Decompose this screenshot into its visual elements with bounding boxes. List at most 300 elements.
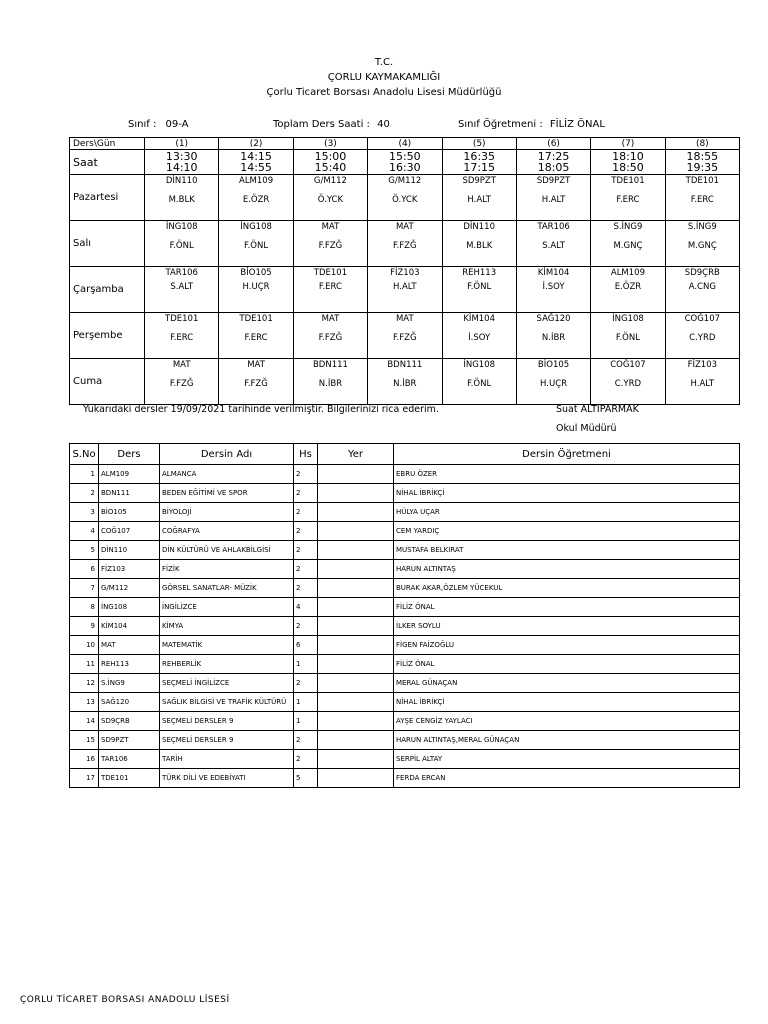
course-hours: 1 [294, 712, 318, 731]
course-row [70, 465, 740, 484]
lesson-code: COĞ107 [684, 314, 721, 324]
course-row [70, 484, 740, 503]
course-row [70, 617, 740, 636]
lesson-code: MAT [247, 360, 265, 370]
day-row [70, 359, 740, 405]
period-time [219, 150, 293, 175]
lesson-code: MAT [321, 314, 340, 324]
course-hours: 2 [294, 503, 318, 522]
course-hours: 6 [294, 636, 318, 655]
course-room [318, 522, 394, 541]
lesson-cell [293, 359, 367, 405]
course-code: MAT [99, 636, 160, 655]
course-name: TARİH [160, 750, 294, 769]
course-code: SD9PZT [99, 731, 160, 750]
course-teacher: İLKER SOYLU [394, 617, 740, 636]
lesson-code: MAT [321, 222, 340, 232]
lesson-code: SD9PZT [536, 176, 571, 186]
lesson-cell [442, 175, 516, 221]
course-room [318, 636, 394, 655]
course-no: 3 [70, 503, 99, 522]
course-no: 4 [70, 522, 99, 541]
period-number: (2) [219, 138, 293, 150]
lesson-code: G/M112 [388, 176, 422, 186]
lesson-cell [293, 267, 367, 313]
lesson-cell [442, 359, 516, 405]
day-label: Pazartesi [70, 175, 145, 221]
course-hours: 2 [294, 522, 318, 541]
course-no: 10 [70, 636, 99, 655]
lesson-cell [665, 267, 739, 313]
day-label: Perşembe [70, 313, 145, 359]
course-teacher: EBRU ÖZER [394, 465, 740, 484]
course-no: 2 [70, 484, 99, 503]
lesson-cell [591, 359, 665, 405]
course-name: BİYOLOJİ [160, 503, 294, 522]
lesson-teacher: M.GNÇ [687, 241, 717, 251]
lesson-code: SD9ÇRB [684, 268, 720, 278]
course-room [318, 712, 394, 731]
course-no: 9 [70, 617, 99, 636]
period-end: 15:40 [314, 161, 347, 174]
period-time [591, 150, 665, 175]
lesson-cell [368, 359, 442, 405]
lesson-teacher: H.ALT [541, 195, 566, 205]
course-teacher: FİLİZ ÖNAL [394, 655, 740, 674]
period-end: 16:30 [388, 161, 421, 174]
lesson-code: MAT [395, 222, 414, 232]
lesson-cell [219, 221, 293, 267]
course-name: GÖRSEL SANATLAR- MÜZİK [160, 579, 294, 598]
period-number: (6) [516, 138, 590, 150]
course-room [318, 541, 394, 560]
course-no: 8 [70, 598, 99, 617]
lesson-cell [516, 359, 590, 405]
course-teacher: CEM YARDIÇ [394, 522, 740, 541]
course-hours: 4 [294, 598, 318, 617]
course-room [318, 484, 394, 503]
course-hours: 2 [294, 465, 318, 484]
lesson-teacher: F.FZĞ [318, 241, 343, 251]
day-row [70, 221, 740, 267]
course-row [70, 693, 740, 712]
course-hours: 2 [294, 560, 318, 579]
lesson-teacher: S.ALT [542, 241, 565, 251]
header-dersin-adi: Dersin Adı [160, 444, 294, 465]
signature-title: Okul Müdürü [556, 423, 617, 434]
lesson-cell [442, 267, 516, 313]
course-hours: 1 [294, 655, 318, 674]
course-row [70, 522, 740, 541]
period-time [516, 150, 590, 175]
course-code: SD9ÇRB [99, 712, 160, 731]
course-list-header [70, 444, 740, 465]
signature-name: Suat ALTIPARMAK [556, 404, 639, 415]
lesson-code: MAT [395, 314, 414, 324]
course-hours: 2 [294, 579, 318, 598]
header-teacher: Dersin Öğretmeni [394, 444, 740, 465]
lesson-cell [145, 267, 219, 313]
course-name: SEÇMELİ DERSLER 9 [160, 712, 294, 731]
lesson-teacher: F.FZĞ [318, 333, 343, 343]
lesson-cell [368, 313, 442, 359]
period-start: 13:30 [165, 150, 198, 163]
lesson-teacher: F.ÖNL [467, 282, 492, 292]
day-row [70, 175, 740, 221]
footer-school-name: ÇORLU TİCARET BORSASI ANADOLU LİSESİ [20, 995, 230, 1005]
course-list-table [69, 443, 740, 788]
period-end: 18:05 [537, 161, 570, 174]
hours-value: 40 [377, 119, 390, 130]
period-number: (8) [665, 138, 739, 150]
period-end: 18:50 [612, 161, 644, 174]
lesson-cell [293, 221, 367, 267]
lesson-teacher: H.ALT [393, 282, 417, 292]
course-code: S.İNG9 [99, 674, 160, 693]
course-name: FİZİK [160, 560, 294, 579]
lesson-teacher: F.ERC [170, 333, 194, 343]
course-name: KİMYA [160, 617, 294, 636]
course-row [70, 731, 740, 750]
period-number: (4) [368, 138, 442, 150]
header-hs: Hs [294, 444, 318, 465]
lesson-cell [442, 221, 516, 267]
course-no: 11 [70, 655, 99, 674]
header-kaymakamlik: ÇORLU KAYMAKAMLIĞI [327, 72, 441, 83]
lesson-code: MAT [172, 360, 191, 370]
lesson-code: KİM104 [463, 314, 495, 324]
header-school: Çorlu Ticaret Borsası Anadolu Lisesi Müdürlüğü [266, 87, 502, 98]
course-hours: 2 [294, 541, 318, 560]
course-teacher: FİGEN FAİZOĞLU [394, 636, 740, 655]
course-teacher: AYŞE CENGİZ YAYLACI [394, 712, 740, 731]
lesson-cell [591, 175, 665, 221]
period-number-row [70, 138, 740, 150]
lesson-teacher: F.FZĞ [393, 333, 417, 343]
course-name: SEÇMELİ İNGİLİZCE [160, 674, 294, 693]
course-code: ALM109 [99, 465, 160, 484]
course-name: TÜRK DİLİ VE EDEBİYATI [160, 769, 294, 788]
course-name: BEDEN EĞİTİMİ VE SPOR [160, 484, 294, 503]
course-no: 13 [70, 693, 99, 712]
class-label: Sınıf : [128, 119, 157, 130]
header-yer: Yer [318, 444, 394, 465]
lesson-cell [219, 267, 293, 313]
lesson-cell [145, 313, 219, 359]
course-name: ALMANCA [160, 465, 294, 484]
period-start: 15:00 [314, 150, 347, 163]
lesson-teacher: F.ERC [318, 282, 342, 292]
course-row [70, 598, 740, 617]
course-room [318, 655, 394, 674]
course-hours: 2 [294, 731, 318, 750]
lesson-code: BİO105 [537, 360, 570, 370]
teacher-info [458, 119, 605, 130]
lesson-teacher: A.CNG [688, 282, 716, 292]
teacher-value: FİLİZ ÖNAL [549, 119, 605, 130]
course-no: 1 [70, 465, 99, 484]
lesson-teacher: F.ERC [244, 333, 268, 343]
lesson-cell [591, 313, 665, 359]
lesson-teacher: N.İBR [393, 379, 417, 389]
lesson-code: FİZ103 [390, 268, 420, 278]
lesson-teacher: F.ERC [616, 195, 640, 205]
course-hours: 2 [294, 750, 318, 769]
lesson-teacher: F.ERC [690, 195, 714, 205]
lesson-teacher: F.FZĞ [244, 379, 268, 389]
lesson-code: ALM109 [610, 268, 645, 278]
lesson-teacher: C.YRD [614, 379, 642, 389]
lesson-code: REH113 [462, 268, 497, 278]
lesson-teacher: M.GNÇ [613, 241, 643, 251]
lesson-code: G/M112 [313, 176, 347, 186]
lesson-cell [665, 221, 739, 267]
lesson-teacher: F.FZĞ [169, 379, 194, 389]
course-teacher: NİHAL İBRİKÇİ [394, 484, 740, 503]
course-row [70, 769, 740, 788]
lesson-teacher: C.YRD [689, 333, 716, 343]
lesson-code: TDE101 [611, 176, 645, 186]
lesson-cell [665, 313, 739, 359]
course-code: BİO105 [99, 503, 160, 522]
course-room [318, 693, 394, 712]
course-no: 5 [70, 541, 99, 560]
course-room [318, 598, 394, 617]
header-ders: Ders [99, 444, 160, 465]
course-row [70, 712, 740, 731]
lesson-code: BDN111 [312, 360, 348, 370]
course-code: TDE101 [99, 769, 160, 788]
day-row [70, 267, 740, 313]
lesson-code: ALM109 [239, 176, 274, 186]
course-teacher: SERPİL ALTAY [394, 750, 740, 769]
period-end: 19:35 [686, 161, 719, 174]
lesson-cell [442, 313, 516, 359]
lesson-code: TDE101 [685, 176, 719, 186]
period-time [442, 150, 516, 175]
course-teacher: FİLİZ ÖNAL [394, 598, 740, 617]
course-name: İNGİLİZCE [160, 598, 294, 617]
lesson-teacher: Ö.YCK [317, 195, 344, 205]
lesson-code: DİN110 [165, 176, 198, 186]
lesson-cell [145, 175, 219, 221]
lesson-cell [516, 221, 590, 267]
lesson-teacher: H.ALT [467, 195, 491, 205]
lesson-teacher: H.UÇR [242, 282, 270, 292]
lesson-cell [591, 267, 665, 313]
lesson-code: DİN110 [463, 222, 495, 232]
course-room [318, 731, 394, 750]
lesson-code: KİM104 [537, 268, 570, 278]
lesson-cell [368, 221, 442, 267]
course-row [70, 636, 740, 655]
time-row [70, 150, 740, 175]
course-row [70, 579, 740, 598]
course-code: İNG108 [99, 598, 160, 617]
period-end: 14:55 [240, 161, 272, 174]
hours-info [273, 119, 390, 130]
lesson-cell [145, 221, 219, 267]
period-time [293, 150, 367, 175]
lesson-teacher: F.FZĞ [393, 241, 417, 251]
lesson-code: İNG108 [612, 314, 644, 324]
period-number: (3) [293, 138, 367, 150]
lesson-code: BİO105 [240, 268, 272, 278]
lesson-teacher: E.ÖZR [614, 282, 642, 292]
course-teacher: NİHAL İBRİKÇİ [394, 693, 740, 712]
period-time [368, 150, 442, 175]
course-no: 14 [70, 712, 99, 731]
course-hours: 2 [294, 484, 318, 503]
period-start: 14:15 [240, 150, 272, 163]
period-start: 18:10 [612, 150, 644, 163]
period-number: (7) [591, 138, 665, 150]
lesson-code: SD9PZT [462, 176, 496, 186]
period-time [145, 150, 219, 175]
course-no: 7 [70, 579, 99, 598]
course-teacher: HARUN ALTINTAŞ [394, 560, 740, 579]
course-room [318, 617, 394, 636]
lesson-code: S.İNG9 [687, 222, 717, 232]
course-row [70, 674, 740, 693]
course-name: MATEMATİK [160, 636, 294, 655]
note-text: Yukarıdaki dersler 19/09/2021 tarihinde verilmiştir. Bilgilerinizi rica ederim. [83, 404, 439, 415]
lesson-code: COĞ107 [610, 360, 646, 370]
lesson-cell [293, 313, 367, 359]
day-label: Çarşamba [70, 267, 145, 313]
lesson-code: SAĞ120 [536, 314, 571, 324]
class-info [128, 119, 188, 130]
lesson-cell [516, 313, 590, 359]
period-start: 17:25 [537, 150, 570, 163]
course-no: 16 [70, 750, 99, 769]
course-teacher: HÜLYA UÇAR [394, 503, 740, 522]
lesson-code: FİZ103 [687, 360, 718, 370]
course-room [318, 674, 394, 693]
lesson-teacher: F.ÖNL [244, 241, 269, 251]
course-name: COĞRAFYA [160, 522, 294, 541]
lesson-cell [145, 359, 219, 405]
course-room [318, 750, 394, 769]
course-room [318, 560, 394, 579]
course-name: DİN KÜLTÜRÜ VE AHLAKBİLGİSİ [160, 541, 294, 560]
period-start: 15:50 [388, 150, 421, 163]
lesson-cell [219, 359, 293, 405]
course-code: G/M112 [99, 579, 160, 598]
header-tc: T.C. [374, 57, 394, 68]
lesson-teacher: Ö.YCK [392, 195, 418, 205]
course-code: FİZ103 [99, 560, 160, 579]
lesson-teacher: M.BLK [168, 195, 195, 205]
period-end: 17:15 [463, 161, 496, 174]
period-start: 18:55 [686, 150, 719, 163]
lesson-cell [665, 175, 739, 221]
lesson-cell [591, 221, 665, 267]
lesson-code: TAR106 [165, 268, 198, 278]
lesson-code: İNG108 [463, 360, 496, 370]
lesson-code: TDE101 [239, 314, 273, 324]
lesson-cell [665, 359, 739, 405]
lesson-teacher: N.İBR [318, 379, 343, 389]
lesson-cell [368, 175, 442, 221]
lesson-cell [516, 267, 590, 313]
course-code: BDN111 [99, 484, 160, 503]
period-time [665, 150, 739, 175]
course-code: KİM104 [99, 617, 160, 636]
lesson-teacher: F.ÖNL [467, 379, 492, 389]
class-value: 09-A [165, 119, 189, 130]
lesson-code: İNG108 [240, 222, 272, 232]
corner-label: Ders\Gün [70, 138, 145, 150]
lesson-code: TDE101 [165, 314, 199, 324]
lesson-cell [219, 175, 293, 221]
course-hours: 2 [294, 674, 318, 693]
period-end: 14:10 [165, 161, 198, 174]
lesson-cell [368, 267, 442, 313]
course-name: SAĞLIK BİLGİSİ VE TRAFİK KÜLTÜRÜ [160, 693, 294, 712]
course-teacher: HARUN ALTINTAŞ,MERAL GÜNAÇAN [394, 731, 740, 750]
lesson-cell [219, 313, 293, 359]
course-row [70, 503, 740, 522]
lesson-teacher: İ.SOY [542, 282, 565, 292]
lesson-teacher: İ.SOY [468, 333, 491, 343]
lesson-code: TDE101 [313, 268, 348, 278]
course-no: 6 [70, 560, 99, 579]
lesson-teacher: M.BLK [466, 241, 493, 251]
day-row [70, 313, 740, 359]
lesson-teacher: N.İBR [541, 333, 566, 343]
header-sno: S.No [70, 444, 99, 465]
course-teacher: MERAL GÜNAÇAN [394, 674, 740, 693]
course-teacher: FERDA ERCAN [394, 769, 740, 788]
hours-label: Toplam Ders Saati : [273, 119, 370, 130]
course-code: COĞ107 [99, 522, 160, 541]
course-hours: 1 [294, 693, 318, 712]
teacher-label: Sınıf Öğretmeni : [458, 119, 543, 130]
course-row [70, 655, 740, 674]
course-row [70, 750, 740, 769]
lesson-teacher: H.UÇR [540, 379, 568, 389]
time-label: Saat [70, 150, 145, 175]
lesson-teacher: H.ALT [690, 379, 715, 389]
course-code: REH113 [99, 655, 160, 674]
lesson-code: TAR106 [537, 222, 570, 232]
lesson-teacher: S.ALT [170, 282, 194, 292]
lesson-code: S.İNG9 [613, 222, 643, 232]
course-room [318, 769, 394, 788]
course-row [70, 560, 740, 579]
course-teacher: BURAK AKAR,ÖZLEM YÜCEKUL [394, 579, 740, 598]
lesson-teacher: F.ÖNL [169, 241, 194, 251]
course-code: DİN110 [99, 541, 160, 560]
course-hours: 5 [294, 769, 318, 788]
course-hours: 2 [294, 617, 318, 636]
course-row [70, 541, 740, 560]
course-name: REHBERLİK [160, 655, 294, 674]
lesson-code: BDN111 [387, 360, 423, 370]
lesson-cell [516, 175, 590, 221]
course-name: SEÇMELİ DERSLER 9 [160, 731, 294, 750]
course-room [318, 465, 394, 484]
course-room [318, 503, 394, 522]
timetable [69, 137, 740, 405]
day-label: Cuma [70, 359, 145, 405]
period-number: (1) [145, 138, 219, 150]
lesson-teacher: F.ÖNL [615, 333, 640, 343]
period-start: 16:35 [463, 150, 496, 163]
lesson-code: İNG108 [165, 222, 198, 232]
lesson-cell [293, 175, 367, 221]
